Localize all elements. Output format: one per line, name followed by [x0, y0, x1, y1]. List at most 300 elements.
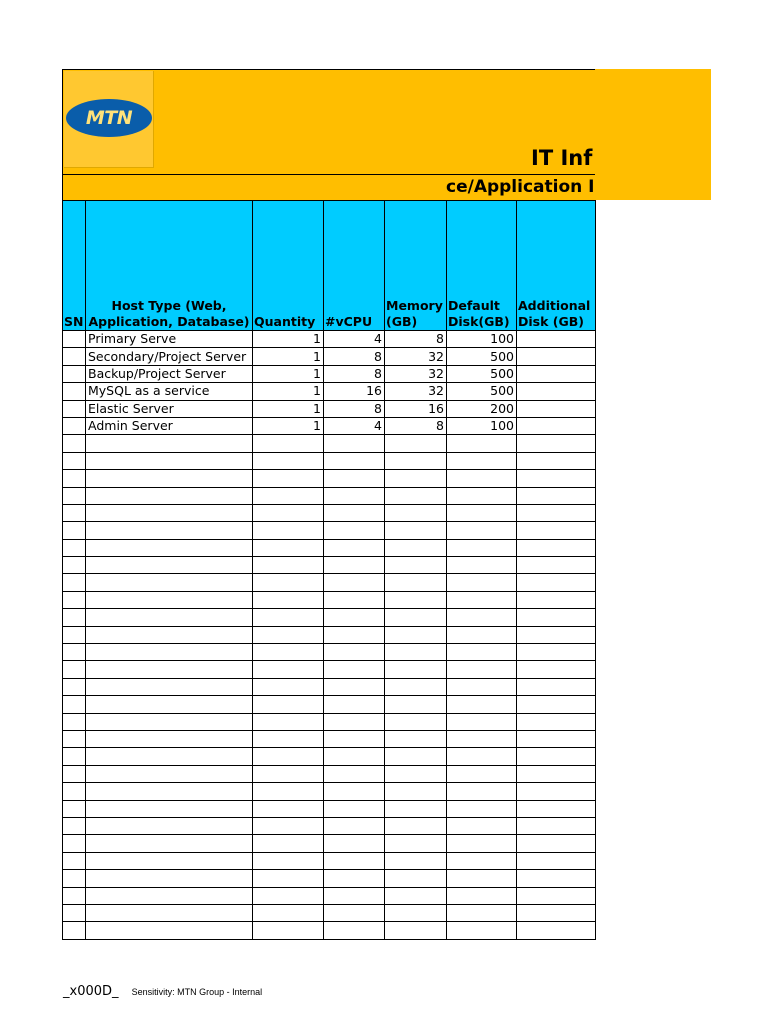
logo-ellipse	[66, 99, 152, 137]
cell-memory[interactable]	[385, 713, 447, 730]
cell-memory[interactable]	[385, 678, 447, 695]
cell-vcpu[interactable]	[324, 504, 385, 521]
cell-memory[interactable]	[385, 922, 447, 939]
cell-quantity[interactable]	[253, 696, 324, 713]
banner-left-border	[62, 69, 63, 200]
cell-host-type[interactable]	[86, 574, 253, 591]
cell-vcpu[interactable]	[324, 765, 385, 782]
empty-table-row	[63, 487, 596, 504]
cell-host-type[interactable]	[86, 539, 253, 556]
cell-memory[interactable]: 8	[385, 331, 447, 348]
cell-vcpu[interactable]	[324, 574, 385, 591]
cell-additional-disk[interactable]	[517, 539, 596, 556]
cell-memory[interactable]	[385, 748, 447, 765]
cell-vcpu[interactable]	[324, 539, 385, 556]
cell-quantity[interactable]	[253, 435, 324, 452]
cell-memory[interactable]	[385, 557, 447, 574]
cell-additional-disk[interactable]	[517, 591, 596, 608]
empty-table-row	[63, 922, 596, 939]
cell-additional-disk[interactable]	[517, 835, 596, 852]
cell-memory[interactable]	[385, 783, 447, 800]
cell-host-type[interactable]	[86, 870, 253, 887]
cell-sn[interactable]	[63, 435, 86, 452]
cell-additional-disk[interactable]	[517, 661, 596, 678]
cell-quantity[interactable]	[253, 730, 324, 747]
cell-memory[interactable]: 32	[385, 348, 447, 365]
cell-quantity[interactable]	[253, 852, 324, 869]
cell-sn[interactable]	[63, 887, 86, 904]
host-table	[62, 200, 596, 940]
cell-vcpu[interactable]: 8	[324, 365, 385, 382]
cell-memory[interactable]	[385, 870, 447, 887]
cell-sn[interactable]	[63, 417, 86, 434]
cell-vcpu[interactable]	[324, 870, 385, 887]
cell-default-disk[interactable]: 200	[447, 400, 517, 417]
empty-table-row	[63, 435, 596, 452]
empty-table-row	[63, 904, 596, 921]
table-row	[63, 331, 596, 348]
cell-host-type[interactable]	[86, 748, 253, 765]
cell-memory[interactable]	[385, 539, 447, 556]
cell-additional-disk[interactable]	[517, 470, 596, 487]
column-header-quantity: Quantity	[253, 201, 324, 331]
cell-quantity[interactable]: 1	[253, 365, 324, 382]
cell-host-type[interactable]	[86, 504, 253, 521]
cell-memory[interactable]	[385, 487, 447, 504]
cell-additional-disk[interactable]	[517, 696, 596, 713]
cell-additional-disk[interactable]	[517, 748, 596, 765]
cell-host-type[interactable]: Backup/Project Server	[86, 365, 253, 382]
cell-additional-disk[interactable]	[517, 713, 596, 730]
cell-memory[interactable]	[385, 626, 447, 643]
cell-additional-disk[interactable]	[517, 557, 596, 574]
cell-host-type[interactable]	[86, 783, 253, 800]
cell-vcpu[interactable]	[324, 904, 385, 921]
cell-host-type[interactable]	[86, 765, 253, 782]
cell-memory[interactable]	[385, 609, 447, 626]
cell-memory[interactable]	[385, 644, 447, 661]
cell-quantity[interactable]	[253, 591, 324, 608]
cell-additional-disk[interactable]	[517, 626, 596, 643]
cell-additional-disk[interactable]	[517, 904, 596, 921]
cell-quantity[interactable]	[253, 504, 324, 521]
cell-host-type[interactable]	[86, 922, 253, 939]
empty-table-row	[63, 557, 596, 574]
cell-vcpu[interactable]	[324, 487, 385, 504]
cell-sn[interactable]	[63, 835, 86, 852]
cell-default-disk[interactable]	[447, 696, 517, 713]
table-row	[63, 417, 596, 434]
cell-additional-disk[interactable]	[517, 817, 596, 834]
cell-default-disk[interactable]	[447, 783, 517, 800]
cell-memory[interactable]	[385, 504, 447, 521]
cell-default-disk[interactable]	[447, 835, 517, 852]
empty-table-row	[63, 470, 596, 487]
cell-default-disk[interactable]: 500	[447, 348, 517, 365]
cell-sn[interactable]	[63, 348, 86, 365]
cell-additional-disk[interactable]	[517, 783, 596, 800]
cell-sn[interactable]	[63, 504, 86, 521]
mtn-logo	[64, 71, 154, 168]
cell-memory[interactable]: 32	[385, 383, 447, 400]
cell-vcpu[interactable]	[324, 522, 385, 539]
cell-memory[interactable]	[385, 835, 447, 852]
cell-quantity[interactable]	[253, 783, 324, 800]
cell-sn[interactable]	[63, 609, 86, 626]
cell-additional-disk[interactable]	[517, 609, 596, 626]
column-header-memory: Memory (GB)	[385, 201, 447, 331]
cell-default-disk[interactable]	[447, 661, 517, 678]
cell-vcpu[interactable]	[324, 591, 385, 608]
cell-host-type[interactable]: Elastic Server	[86, 400, 253, 417]
cell-vcpu[interactable]	[324, 783, 385, 800]
cell-additional-disk[interactable]	[517, 365, 596, 382]
cell-sn[interactable]	[63, 365, 86, 382]
empty-table-row	[63, 626, 596, 643]
cell-quantity[interactable]	[253, 678, 324, 695]
cell-quantity[interactable]	[253, 609, 324, 626]
cell-host-type[interactable]	[86, 522, 253, 539]
cell-vcpu[interactable]	[324, 817, 385, 834]
cell-vcpu[interactable]	[324, 748, 385, 765]
cell-quantity[interactable]	[253, 922, 324, 939]
cell-sn[interactable]	[63, 870, 86, 887]
cell-sn[interactable]	[63, 574, 86, 591]
cell-host-type[interactable]	[86, 435, 253, 452]
cell-host-type[interactable]	[86, 644, 253, 661]
cell-additional-disk[interactable]	[517, 574, 596, 591]
column-header-vcpu: #vCPU	[324, 201, 385, 331]
cell-sn[interactable]	[63, 591, 86, 608]
cell-host-type[interactable]	[86, 852, 253, 869]
cell-quantity[interactable]	[253, 487, 324, 504]
cell-default-disk[interactable]	[447, 748, 517, 765]
cell-sn[interactable]	[63, 748, 86, 765]
cell-quantity[interactable]	[253, 522, 324, 539]
cell-sn[interactable]	[63, 783, 86, 800]
cell-default-disk[interactable]	[447, 887, 517, 904]
cell-default-disk[interactable]	[447, 522, 517, 539]
cell-vcpu[interactable]	[324, 835, 385, 852]
cell-additional-disk[interactable]	[517, 852, 596, 869]
empty-table-row	[63, 591, 596, 608]
cell-sn[interactable]	[63, 470, 86, 487]
empty-table-row	[63, 696, 596, 713]
cell-sn[interactable]	[63, 852, 86, 869]
column-header-additional-disk: Additional Disk (GB)	[517, 201, 596, 331]
cell-memory[interactable]	[385, 591, 447, 608]
cell-sn[interactable]	[63, 331, 86, 348]
cell-sn[interactable]	[63, 922, 86, 939]
cell-host-type[interactable]	[86, 817, 253, 834]
cell-host-type[interactable]	[86, 661, 253, 678]
table-row	[63, 400, 596, 417]
cell-additional-disk[interactable]	[517, 644, 596, 661]
cell-additional-disk[interactable]	[517, 452, 596, 469]
cell-memory[interactable]	[385, 661, 447, 678]
cell-memory[interactable]	[385, 904, 447, 921]
cell-sn[interactable]	[63, 904, 86, 921]
cell-default-disk[interactable]	[447, 557, 517, 574]
cell-additional-disk[interactable]	[517, 678, 596, 695]
cell-default-disk[interactable]	[447, 452, 517, 469]
cell-sn[interactable]	[63, 713, 86, 730]
cell-additional-disk[interactable]	[517, 887, 596, 904]
cell-vcpu[interactable]	[324, 800, 385, 817]
cell-sn[interactable]	[63, 452, 86, 469]
table-row	[63, 383, 596, 400]
cell-vcpu[interactable]	[324, 922, 385, 939]
table-row	[63, 365, 596, 382]
cell-quantity[interactable]	[253, 765, 324, 782]
empty-table-row	[63, 713, 596, 730]
cell-default-disk[interactable]: 100	[447, 417, 517, 434]
cell-additional-disk[interactable]	[517, 522, 596, 539]
cell-vcpu[interactable]	[324, 435, 385, 452]
cell-host-type[interactable]	[86, 591, 253, 608]
cell-sn[interactable]	[63, 400, 86, 417]
cell-quantity[interactable]	[253, 835, 324, 852]
cell-default-disk[interactable]	[447, 678, 517, 695]
cell-additional-disk[interactable]	[517, 435, 596, 452]
cell-default-disk[interactable]	[447, 504, 517, 521]
cell-default-disk[interactable]	[447, 904, 517, 921]
cell-memory[interactable]	[385, 696, 447, 713]
cell-additional-disk[interactable]	[517, 730, 596, 747]
footer	[63, 980, 262, 999]
table-row	[63, 348, 596, 365]
empty-table-row	[63, 504, 596, 521]
cell-vcpu[interactable]	[324, 678, 385, 695]
cell-sn[interactable]	[63, 557, 86, 574]
footer-code: _x000D_	[63, 984, 119, 999]
cell-vcpu[interactable]	[324, 470, 385, 487]
cell-memory[interactable]	[385, 887, 447, 904]
cell-quantity[interactable]	[253, 748, 324, 765]
cell-sn[interactable]	[63, 817, 86, 834]
empty-table-row	[63, 870, 596, 887]
cell-memory[interactable]	[385, 452, 447, 469]
cell-default-disk[interactable]	[447, 713, 517, 730]
column-header-sn: SN	[63, 201, 86, 331]
cell-vcpu[interactable]: 4	[324, 331, 385, 348]
cell-host-type[interactable]	[86, 835, 253, 852]
cell-host-type[interactable]	[86, 730, 253, 747]
cell-sn[interactable]	[63, 626, 86, 643]
cell-additional-disk[interactable]	[517, 504, 596, 521]
cell-host-type[interactable]	[86, 452, 253, 469]
cell-default-disk[interactable]	[447, 800, 517, 817]
cell-sn[interactable]	[63, 539, 86, 556]
empty-table-row	[63, 539, 596, 556]
empty-table-row	[63, 748, 596, 765]
cell-sn[interactable]	[63, 487, 86, 504]
empty-table-row	[63, 765, 596, 782]
cell-quantity[interactable]	[253, 626, 324, 643]
cell-memory[interactable]: 8	[385, 417, 447, 434]
cell-host-type[interactable]: MySQL as a service	[86, 383, 253, 400]
cell-host-type[interactable]	[86, 609, 253, 626]
cell-quantity[interactable]: 1	[253, 331, 324, 348]
cell-memory[interactable]	[385, 435, 447, 452]
cell-default-disk[interactable]	[447, 609, 517, 626]
cell-quantity[interactable]	[253, 870, 324, 887]
page-title: IT Inf	[531, 146, 593, 170]
cell-memory[interactable]	[385, 730, 447, 747]
cell-vcpu[interactable]	[324, 626, 385, 643]
cell-quantity[interactable]	[253, 574, 324, 591]
cell-vcpu[interactable]	[324, 852, 385, 869]
cell-default-disk[interactable]: 100	[447, 331, 517, 348]
cell-default-disk[interactable]	[447, 765, 517, 782]
cell-quantity[interactable]: 1	[253, 383, 324, 400]
cell-host-type[interactable]	[86, 470, 253, 487]
cell-additional-disk[interactable]	[517, 400, 596, 417]
cell-vcpu[interactable]	[324, 557, 385, 574]
empty-table-row	[63, 730, 596, 747]
cell-memory[interactable]	[385, 817, 447, 834]
cell-vcpu[interactable]	[324, 887, 385, 904]
cell-host-type[interactable]	[86, 887, 253, 904]
cell-host-type[interactable]	[86, 678, 253, 695]
cell-additional-disk[interactable]	[517, 870, 596, 887]
column-header-host-type: Host Type (Web, Application, Database)	[86, 201, 253, 331]
cell-sn[interactable]	[63, 383, 86, 400]
cell-sn[interactable]	[63, 522, 86, 539]
cell-quantity[interactable]	[253, 557, 324, 574]
cell-vcpu[interactable]	[324, 661, 385, 678]
cell-default-disk[interactable]	[447, 487, 517, 504]
cell-default-disk[interactable]	[447, 435, 517, 452]
cell-quantity[interactable]	[253, 661, 324, 678]
cell-quantity[interactable]	[253, 713, 324, 730]
cell-additional-disk[interactable]	[517, 487, 596, 504]
cell-memory[interactable]	[385, 470, 447, 487]
empty-table-row	[63, 783, 596, 800]
column-header-default-disk: Default Disk(GB)	[447, 201, 517, 331]
cell-host-type[interactable]	[86, 696, 253, 713]
cell-default-disk[interactable]	[447, 852, 517, 869]
cell-default-disk[interactable]: 500	[447, 365, 517, 382]
cell-memory[interactable]	[385, 574, 447, 591]
sensitivity-label: Sensitivity: MTN Group - Internal	[131, 987, 263, 997]
cell-memory[interactable]	[385, 852, 447, 869]
cell-additional-disk[interactable]	[517, 417, 596, 434]
cell-host-type[interactable]: Secondary/Project Server	[86, 348, 253, 365]
cell-vcpu[interactable]: 8	[324, 348, 385, 365]
cell-additional-disk[interactable]	[517, 800, 596, 817]
cell-quantity[interactable]	[253, 817, 324, 834]
header-row	[63, 201, 596, 331]
empty-table-row	[63, 574, 596, 591]
banner-top-border	[62, 69, 595, 70]
cell-memory[interactable]	[385, 522, 447, 539]
cell-default-disk[interactable]	[447, 644, 517, 661]
cell-vcpu[interactable]: 4	[324, 417, 385, 434]
subtitle-clip	[400, 175, 595, 200]
cell-quantity[interactable]: 1	[253, 417, 324, 434]
title-clip	[400, 140, 595, 174]
empty-table-row	[63, 522, 596, 539]
empty-table-row	[63, 852, 596, 869]
cell-quantity[interactable]	[253, 470, 324, 487]
empty-table-row	[63, 678, 596, 695]
cell-memory[interactable]	[385, 765, 447, 782]
cell-memory[interactable]	[385, 800, 447, 817]
cell-default-disk[interactable]	[447, 817, 517, 834]
cell-sn[interactable]	[63, 661, 86, 678]
cell-sn[interactable]	[63, 678, 86, 695]
cell-host-type[interactable]	[86, 713, 253, 730]
cell-additional-disk[interactable]	[517, 765, 596, 782]
cell-sn[interactable]	[63, 696, 86, 713]
cell-host-type[interactable]: Admin Server	[86, 417, 253, 434]
cell-host-type[interactable]	[86, 904, 253, 921]
cell-vcpu[interactable]: 8	[324, 400, 385, 417]
cell-host-type[interactable]: Primary Serve	[86, 331, 253, 348]
cell-vcpu[interactable]	[324, 730, 385, 747]
cell-default-disk[interactable]	[447, 574, 517, 591]
cell-host-type[interactable]	[86, 487, 253, 504]
cell-memory[interactable]: 32	[385, 365, 447, 382]
cell-additional-disk[interactable]	[517, 348, 596, 365]
cell-quantity[interactable]	[253, 887, 324, 904]
cell-additional-disk[interactable]	[517, 922, 596, 939]
empty-table-row	[63, 609, 596, 626]
cell-sn[interactable]	[63, 730, 86, 747]
cell-default-disk[interactable]	[447, 470, 517, 487]
cell-vcpu[interactable]	[324, 644, 385, 661]
empty-table-row	[63, 452, 596, 469]
cell-sn[interactable]	[63, 765, 86, 782]
cell-memory[interactable]: 16	[385, 400, 447, 417]
cell-additional-disk[interactable]	[517, 331, 596, 348]
header-banner	[62, 69, 711, 200]
cell-default-disk[interactable]	[447, 730, 517, 747]
cell-vcpu[interactable]	[324, 696, 385, 713]
cell-quantity[interactable]	[253, 800, 324, 817]
empty-table-row	[63, 835, 596, 852]
cell-vcpu[interactable]	[324, 609, 385, 626]
cell-quantity[interactable]: 1	[253, 348, 324, 365]
cell-default-disk[interactable]: 500	[447, 383, 517, 400]
cell-quantity[interactable]	[253, 539, 324, 556]
cell-quantity[interactable]: 1	[253, 400, 324, 417]
cell-default-disk[interactable]	[447, 870, 517, 887]
cell-vcpu[interactable]	[324, 713, 385, 730]
empty-table-row	[63, 887, 596, 904]
cell-host-type[interactable]	[86, 557, 253, 574]
empty-table-row	[63, 644, 596, 661]
cell-default-disk[interactable]	[447, 626, 517, 643]
empty-table-row	[63, 800, 596, 817]
cell-vcpu[interactable]: 16	[324, 383, 385, 400]
cell-quantity[interactable]	[253, 904, 324, 921]
cell-default-disk[interactable]	[447, 591, 517, 608]
cell-default-disk[interactable]	[447, 922, 517, 939]
page-subtitle: ce/Application I	[446, 177, 595, 197]
cell-default-disk[interactable]	[447, 539, 517, 556]
logo-text: MTN	[85, 107, 133, 129]
cell-host-type[interactable]	[86, 800, 253, 817]
cell-host-type[interactable]	[86, 626, 253, 643]
cell-sn[interactable]	[63, 800, 86, 817]
cell-sn[interactable]	[63, 644, 86, 661]
cell-quantity[interactable]	[253, 452, 324, 469]
cell-vcpu[interactable]	[324, 452, 385, 469]
cell-quantity[interactable]	[253, 644, 324, 661]
cell-additional-disk[interactable]	[517, 383, 596, 400]
